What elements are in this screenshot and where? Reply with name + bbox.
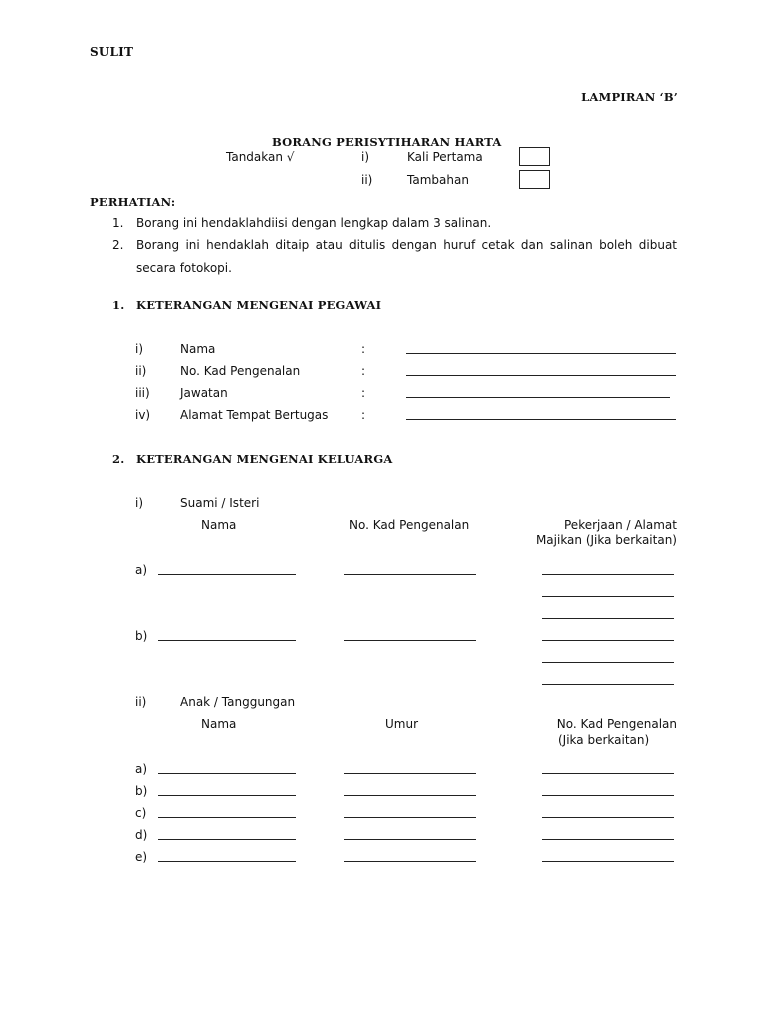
field-num: iii) [135, 386, 150, 400]
additional-checkbox[interactable] [519, 170, 550, 189]
option-first-label: Kali Pertama [407, 150, 483, 164]
children-row-label: d) [135, 828, 148, 842]
field-label-name: Nama [180, 342, 216, 356]
section2-number: 2. [112, 452, 125, 466]
first-time-checkbox[interactable] [519, 147, 550, 166]
spouse-col-job: Pekerjaan / Alamat [564, 518, 677, 532]
spouse-b-job-field[interactable] [542, 684, 674, 685]
child-a-age-field[interactable] [344, 773, 476, 774]
spouse-col-ic: No. Kad Pengenalan [349, 518, 470, 532]
child-a-ic-field[interactable] [542, 773, 674, 774]
child-b-age-field[interactable] [344, 795, 476, 796]
option-first-num: i) [361, 150, 370, 164]
children-row-label: b) [135, 784, 148, 798]
field-num: i) [135, 342, 144, 356]
child-b-ic-field[interactable] [542, 795, 674, 796]
attachment-label: LAMPIRAN ‘B’ [581, 90, 678, 104]
child-b-name-field[interactable] [158, 795, 296, 796]
spouse-num: i) [135, 496, 144, 510]
officer-position-field[interactable] [406, 397, 670, 398]
child-e-age-field[interactable] [344, 861, 476, 862]
child-d-ic-field[interactable] [542, 839, 674, 840]
notice-item-continuation: secara fotokopi. [136, 261, 232, 275]
section1-heading: KETERANGAN MENGENAI PEGAWAI [136, 298, 382, 312]
form-title: BORANG PERISYTIHARAN HARTA [272, 135, 502, 149]
notice-heading: PERHATIAN: [90, 195, 176, 209]
section2-heading: KETERANGAN MENGENAI KELUARGA [136, 452, 393, 466]
notice-item-num: 1. [112, 216, 124, 230]
field-label-ic: No. Kad Pengenalan [180, 364, 301, 378]
officer-address-field[interactable] [406, 419, 676, 420]
section1-number: 1. [112, 298, 125, 312]
officer-name-field[interactable] [406, 353, 676, 354]
spouse-a-name-field[interactable] [158, 574, 296, 575]
field-label-address: Alamat Tempat Bertugas [180, 408, 329, 422]
field-separator: : [361, 386, 366, 400]
mark-instruction: Tandakan √ [226, 150, 295, 164]
spouse-a-job-field[interactable] [542, 574, 674, 575]
classification-label: SULIT [90, 45, 134, 59]
children-col-ic: No. Kad Pengenalan [556, 717, 677, 731]
notice-item-num: 2. [112, 238, 124, 252]
children-row-label: c) [135, 806, 147, 820]
children-num: ii) [135, 695, 147, 709]
child-c-age-field[interactable] [344, 817, 476, 818]
child-e-ic-field[interactable] [542, 861, 674, 862]
field-label-position: Jawatan [180, 386, 228, 400]
spouse-a-job-field[interactable] [542, 618, 674, 619]
option-additional-label: Tambahan [407, 173, 469, 187]
field-separator: : [361, 342, 366, 356]
spouse-b-job-field[interactable] [542, 662, 674, 663]
children-col-age: Umur [385, 717, 419, 731]
field-num: ii) [135, 364, 147, 378]
field-separator: : [361, 408, 366, 422]
children-col-ic-line2: (Jika berkaitan) [558, 733, 650, 747]
child-d-age-field[interactable] [344, 839, 476, 840]
officer-ic-field[interactable] [406, 375, 676, 376]
spouse-col-name: Nama [201, 518, 237, 532]
field-separator: : [361, 364, 366, 378]
spouse-b-job-field[interactable] [542, 640, 674, 641]
spouse-row-label: b) [135, 629, 148, 643]
spouse-col-job-line2: Majikan (Jika berkaitan) [535, 533, 677, 547]
notice-item-text: Borang ini hendaklah ditaip atau ditulis dengan huruf cetak dan salinan boleh dibuat [136, 238, 677, 252]
option-additional-num: ii) [361, 173, 373, 187]
spouse-label: Suami / Isteri [180, 496, 260, 510]
field-num: iv) [135, 408, 151, 422]
child-a-name-field[interactable] [158, 773, 296, 774]
child-d-name-field[interactable] [158, 839, 296, 840]
spouse-b-ic-field[interactable] [344, 640, 476, 641]
spouse-a-job-field[interactable] [542, 596, 674, 597]
spouse-row-label: a) [135, 563, 148, 577]
children-col-name: Nama [201, 717, 237, 731]
children-row-label: e) [135, 850, 148, 864]
notice-item-text: Borang ini hendaklahdiisi dengan lengkap dalam 3 salinan. [136, 216, 492, 230]
children-row-label: a) [135, 762, 148, 776]
spouse-a-ic-field[interactable] [344, 574, 476, 575]
children-label: Anak / Tanggungan [180, 695, 296, 709]
child-c-ic-field[interactable] [542, 817, 674, 818]
child-e-name-field[interactable] [158, 861, 296, 862]
child-c-name-field[interactable] [158, 817, 296, 818]
spouse-b-name-field[interactable] [158, 640, 296, 641]
